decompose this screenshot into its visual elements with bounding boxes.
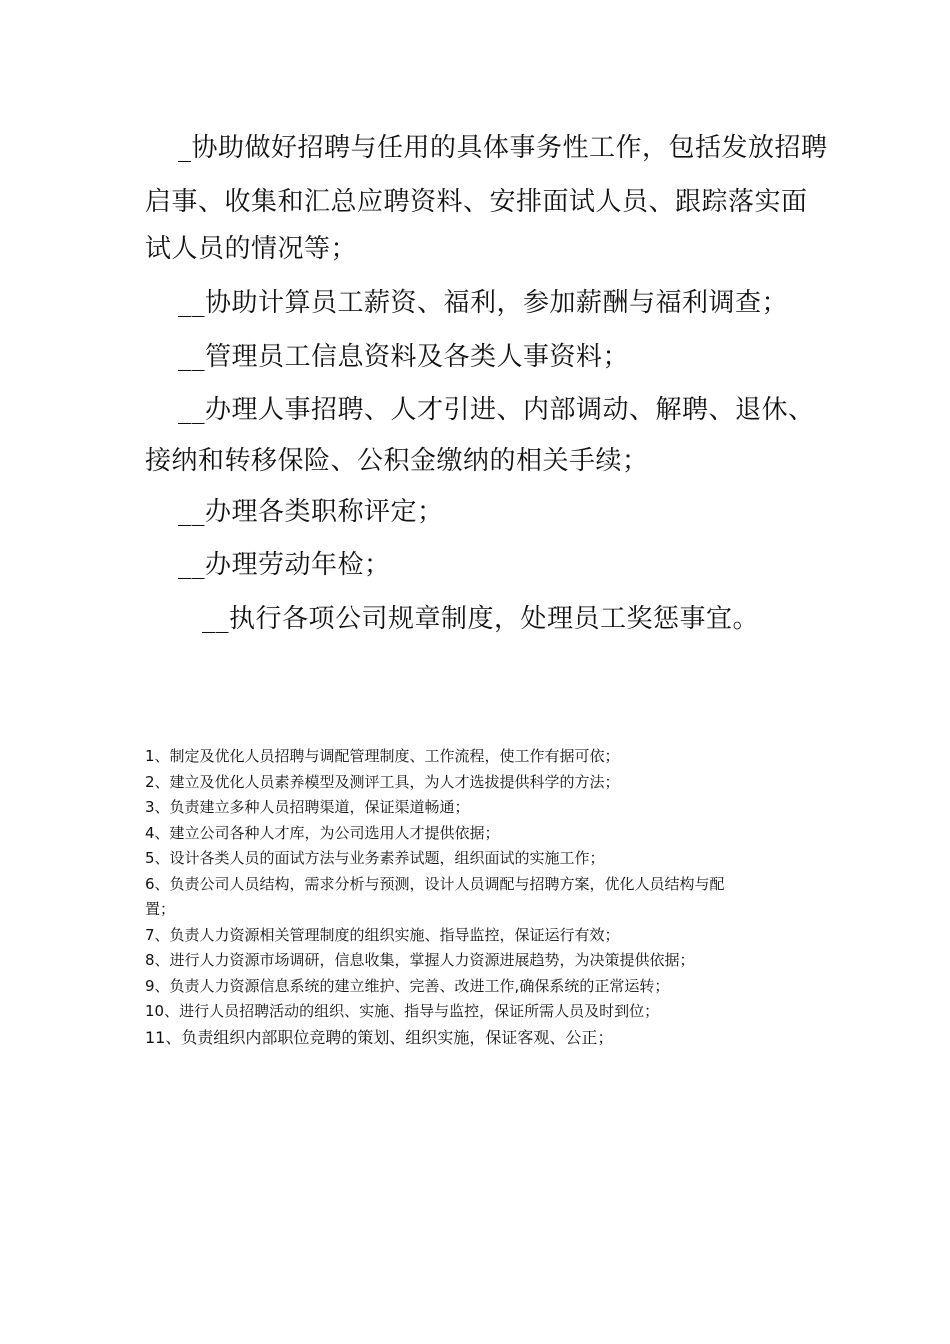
list-item: 4、建立公司各种人才库，为公司选用人才提供依据； xyxy=(145,823,500,842)
list-item: 1、制定及优化人员招聘与调配管理制度、工作流程，使工作有据可依； xyxy=(145,747,620,765)
duty-line: _协助做好招聘与任用的具体事务性工作，包括发放招聘 xyxy=(178,133,828,163)
list-item: 10、进行人员招聘活动的组织、实施、指导与监控，保证所需人员及时到位； xyxy=(145,1002,660,1020)
duty-line: __办理人事招聘、人才引进、内部调动、解聘、退休、 xyxy=(178,395,815,425)
duty-line: __执行各项公司规章制度，处理员工奖惩事宜。 xyxy=(202,604,760,634)
duty-line: 试人员的情况等； xyxy=(145,234,358,264)
duty-line: 启事、收集和汇总应聘资料、安排面试人员、跟踪落实面 xyxy=(145,187,808,217)
list-item: 11、负责组织内部职位竞聘的策划、组织实施，保证客观、公正； xyxy=(145,1027,614,1047)
list-item: 8、进行人力资源市场调研，信息收集，掌握人力资源进展趋势，为决策提供依据； xyxy=(145,951,695,969)
duty-line: __办理各类职称评定； xyxy=(178,497,444,527)
responsibility-list xyxy=(145,744,805,1050)
list-item: 3、负责建立多种人员招聘渠道，保证渠道畅通； xyxy=(145,798,470,816)
duty-line: __协助计算员工薪资、福利，参加薪酬与福利调查； xyxy=(178,288,789,318)
list-item: 6、负责公司人员结构，需求分析与预测，设计人员调配与招聘方案，优化人员结构与配 xyxy=(145,874,725,893)
list-item: 2、建立及优化人员素养模型及测评工具，为人才选拔提供科学的方法； xyxy=(145,772,620,791)
list-item: 5、设计各类人员的面试方法与业务素养试题，组织面试的实施工作； xyxy=(145,849,605,867)
list-item: 置； xyxy=(145,900,176,918)
duty-line: __管理员工信息资料及各类人事资料； xyxy=(178,342,630,372)
duty-line: 接纳和转移保险、公积金缴纳的相关手续； xyxy=(145,446,649,476)
list-item: 7、负责人力资源相关管理制度的组织实施、指导监控，保证运行有效； xyxy=(145,925,620,944)
list-item: 9、负责人力资源信息系统的建立维护、完善、改进工作,确保系统的正常运转； xyxy=(145,976,670,995)
duty-line: __办理劳动年检； xyxy=(178,550,391,580)
